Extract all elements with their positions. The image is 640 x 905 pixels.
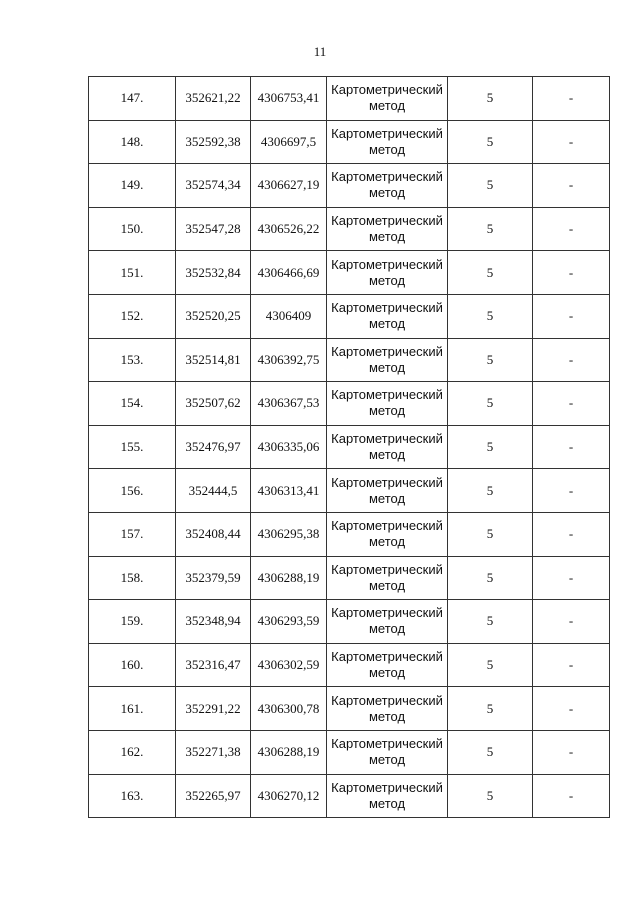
coordinates-table — [88, 76, 610, 818]
x-coordinate-cell: 352408,44 — [176, 512, 251, 556]
y-coordinate-cell: 4306293,59 — [251, 600, 327, 644]
point-number-cell: 147. — [89, 77, 176, 121]
table-row — [89, 556, 610, 600]
method-line-1: Картометрический — [331, 82, 443, 98]
description-cell: - — [533, 207, 610, 251]
method-line-1: Картометрический — [331, 779, 443, 795]
method-line-2: метод — [368, 316, 406, 332]
description-cell: - — [533, 338, 610, 382]
y-coordinate-cell: 4306302,59 — [251, 643, 327, 687]
method-cell — [327, 512, 448, 556]
precision-cell: 5 — [448, 120, 533, 164]
x-coordinate-cell: 352271,38 — [176, 730, 251, 774]
method-line-2: метод — [368, 229, 406, 245]
precision-cell: 5 — [448, 556, 533, 600]
y-coordinate-cell: 4306409 — [251, 294, 327, 338]
page-number: 11 — [313, 44, 327, 59]
table-row — [89, 120, 610, 164]
description-cell: - — [533, 512, 610, 556]
precision-cell: 5 — [448, 294, 533, 338]
precision-cell: 5 — [448, 643, 533, 687]
y-coordinate-cell: 4306288,19 — [251, 556, 327, 600]
y-coordinate-cell: 4306753,41 — [251, 77, 327, 121]
precision-cell: 5 — [448, 774, 533, 818]
precision-cell: 5 — [448, 425, 533, 469]
method-line-1: Картометрический — [331, 169, 443, 185]
x-coordinate-cell: 352574,34 — [176, 164, 251, 208]
method-line-1: Картометрический — [331, 649, 443, 665]
method-line-2: метод — [368, 577, 406, 593]
method-line-1: Картометрический — [331, 343, 443, 359]
point-number-cell: 151. — [89, 251, 176, 295]
point-number-cell: 162. — [89, 730, 176, 774]
y-coordinate-cell: 4306697,5 — [251, 120, 327, 164]
description-cell: - — [533, 730, 610, 774]
point-number-cell: 155. — [89, 425, 176, 469]
table-row — [89, 425, 610, 469]
method-line-2: метод — [368, 708, 406, 724]
table-row — [89, 600, 610, 644]
method-line-2: метод — [368, 403, 406, 419]
y-coordinate-cell: 4306288,19 — [251, 730, 327, 774]
method-line-1: Картометрический — [331, 256, 443, 272]
table-row — [89, 643, 610, 687]
table-row — [89, 251, 610, 295]
method-cell — [327, 469, 448, 513]
method-line-2: метод — [368, 359, 406, 375]
x-coordinate-cell: 352291,22 — [176, 687, 251, 731]
precision-cell: 5 — [448, 600, 533, 644]
y-coordinate-cell: 4306367,53 — [251, 382, 327, 426]
table-row — [89, 77, 610, 121]
y-coordinate-cell: 4306627,19 — [251, 164, 327, 208]
method-line-2: метод — [368, 490, 406, 506]
method-cell — [327, 251, 448, 295]
table-row — [89, 207, 610, 251]
method-cell — [327, 556, 448, 600]
x-coordinate-cell: 352520,25 — [176, 294, 251, 338]
description-cell: - — [533, 425, 610, 469]
description-cell: - — [533, 382, 610, 426]
method-cell — [327, 687, 448, 731]
method-cell — [327, 207, 448, 251]
x-coordinate-cell: 352444,5 — [176, 469, 251, 513]
description-cell: - — [533, 77, 610, 121]
y-coordinate-cell: 4306526,22 — [251, 207, 327, 251]
point-number-cell: 150. — [89, 207, 176, 251]
x-coordinate-cell: 352348,94 — [176, 600, 251, 644]
method-line-2: метод — [368, 752, 406, 768]
description-cell: - — [533, 600, 610, 644]
x-coordinate-cell: 352592,38 — [176, 120, 251, 164]
method-cell — [327, 774, 448, 818]
precision-cell: 5 — [448, 77, 533, 121]
point-number-cell: 158. — [89, 556, 176, 600]
point-number-cell: 163. — [89, 774, 176, 818]
method-cell — [327, 382, 448, 426]
y-coordinate-cell: 4306270,12 — [251, 774, 327, 818]
method-cell — [327, 643, 448, 687]
table-row — [89, 730, 610, 774]
table-row — [89, 164, 610, 208]
table-row — [89, 338, 610, 382]
method-line-2: метод — [368, 795, 406, 811]
description-cell: - — [533, 556, 610, 600]
description-cell: - — [533, 643, 610, 687]
method-line-1: Картометрический — [331, 605, 443, 621]
method-line-2: метод — [368, 447, 406, 463]
method-line-1: Картометрический — [331, 387, 443, 403]
table-row — [89, 382, 610, 426]
x-coordinate-cell: 352532,84 — [176, 251, 251, 295]
method-line-1: Картометрический — [331, 300, 443, 316]
method-cell — [327, 600, 448, 644]
table-row — [89, 774, 610, 818]
x-coordinate-cell: 352316,47 — [176, 643, 251, 687]
method-line-1: Картометрический — [331, 736, 443, 752]
method-cell — [327, 730, 448, 774]
table-row — [89, 469, 610, 513]
method-line-2: метод — [368, 185, 406, 201]
precision-cell: 5 — [448, 382, 533, 426]
method-cell — [327, 294, 448, 338]
table-row — [89, 512, 610, 556]
description-cell: - — [533, 120, 610, 164]
description-cell: - — [533, 164, 610, 208]
y-coordinate-cell: 4306466,69 — [251, 251, 327, 295]
method-cell — [327, 164, 448, 208]
x-coordinate-cell: 352265,97 — [176, 774, 251, 818]
precision-cell: 5 — [448, 512, 533, 556]
y-coordinate-cell: 4306335,06 — [251, 425, 327, 469]
method-line-1: Картометрический — [331, 561, 443, 577]
point-number-cell: 159. — [89, 600, 176, 644]
precision-cell: 5 — [448, 687, 533, 731]
method-line-2: метод — [368, 141, 406, 157]
method-line-1: Картометрический — [331, 213, 443, 229]
method-line-1: Картометрический — [331, 518, 443, 534]
y-coordinate-cell: 4306392,75 — [251, 338, 327, 382]
description-cell: - — [533, 251, 610, 295]
method-cell — [327, 77, 448, 121]
method-line-2: метод — [368, 534, 406, 550]
method-line-1: Картометрический — [331, 474, 443, 490]
description-cell: - — [533, 687, 610, 731]
method-cell — [327, 425, 448, 469]
y-coordinate-cell: 4306295,38 — [251, 512, 327, 556]
method-line-1: Картометрический — [331, 431, 443, 447]
method-line-2: метод — [368, 98, 406, 114]
x-coordinate-cell: 352621,22 — [176, 77, 251, 121]
method-line-2: метод — [368, 621, 406, 637]
y-coordinate-cell: 4306313,41 — [251, 469, 327, 513]
description-cell: - — [533, 469, 610, 513]
point-number-cell: 149. — [89, 164, 176, 208]
point-number-cell: 154. — [89, 382, 176, 426]
table-row — [89, 294, 610, 338]
precision-cell: 5 — [448, 251, 533, 295]
precision-cell: 5 — [448, 164, 533, 208]
y-coordinate-cell: 4306300,78 — [251, 687, 327, 731]
x-coordinate-cell: 352507,62 — [176, 382, 251, 426]
method-cell — [327, 338, 448, 382]
point-number-cell: 156. — [89, 469, 176, 513]
x-coordinate-cell: 352547,28 — [176, 207, 251, 251]
x-coordinate-cell: 352379,59 — [176, 556, 251, 600]
method-line-1: Картометрический — [331, 125, 443, 141]
point-number-cell: 153. — [89, 338, 176, 382]
method-cell — [327, 120, 448, 164]
precision-cell: 5 — [448, 338, 533, 382]
point-number-cell: 161. — [89, 687, 176, 731]
point-number-cell: 157. — [89, 512, 176, 556]
description-cell: - — [533, 774, 610, 818]
table-row — [89, 687, 610, 731]
method-line-2: метод — [368, 272, 406, 288]
precision-cell: 5 — [448, 730, 533, 774]
method-line-2: метод — [368, 665, 406, 681]
precision-cell: 5 — [448, 207, 533, 251]
point-number-cell: 160. — [89, 643, 176, 687]
point-number-cell: 148. — [89, 120, 176, 164]
x-coordinate-cell: 352476,97 — [176, 425, 251, 469]
coordinates-table-body — [89, 77, 610, 818]
precision-cell: 5 — [448, 469, 533, 513]
method-line-1: Картометрический — [331, 692, 443, 708]
description-cell: - — [533, 294, 610, 338]
point-number-cell: 152. — [89, 294, 176, 338]
x-coordinate-cell: 352514,81 — [176, 338, 251, 382]
